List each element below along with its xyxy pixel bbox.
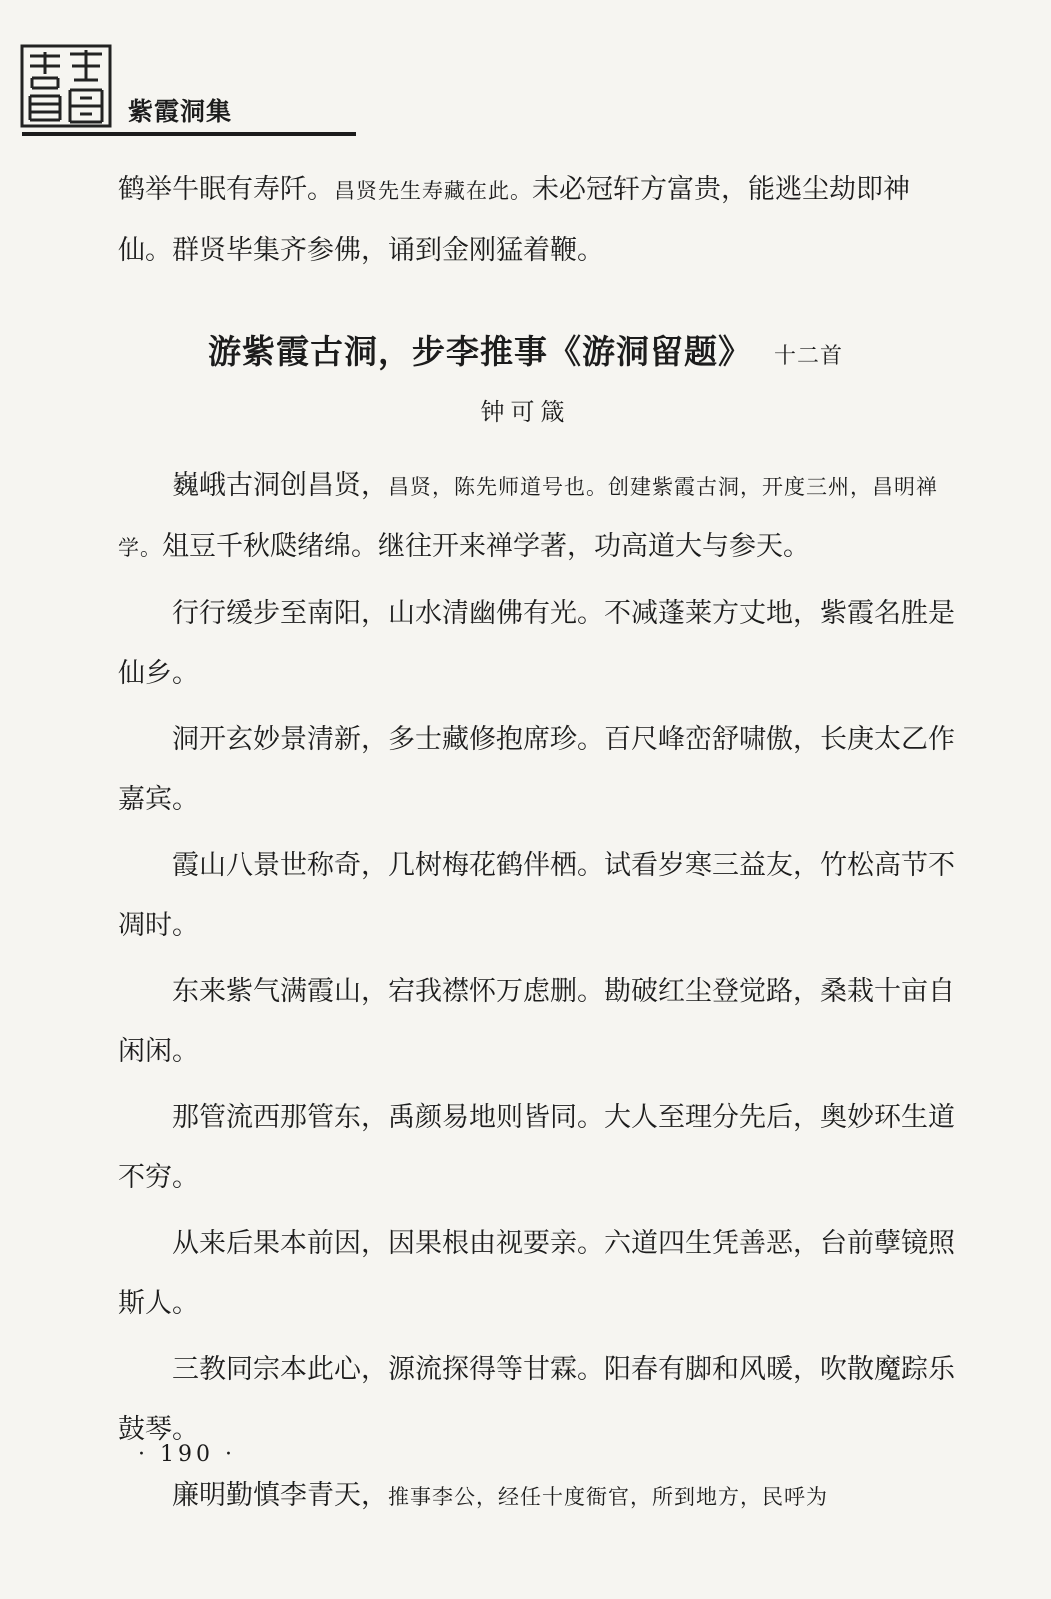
verse-text: 东来紫气满霞山，宕我襟怀万虑删。勘破红尘登觉路，桑栽十亩自闲闲。 (118, 976, 955, 1067)
poem-author: 钟可箴 (480, 398, 571, 426)
verse-text: 巍峨古洞创昌贤， (172, 470, 388, 501)
poem-count: 十二首 (773, 344, 843, 369)
verse-text: 鹤举牛眠有寿阡。 (118, 174, 334, 205)
stanza (118, 456, 958, 578)
stanza (118, 1466, 958, 1527)
stanza (118, 584, 958, 704)
stanza (118, 962, 958, 1082)
stanza (118, 1340, 958, 1460)
stanza (118, 836, 958, 956)
verse-text: 廉明勤慎李青天， (172, 1480, 388, 1511)
stanza (118, 1214, 958, 1334)
verse-text: 从来后果本前因，因果根由视要亲。六道四生凭善恶，台前孽镜照斯人。 (118, 1228, 955, 1319)
header-rule (22, 132, 356, 136)
verse-text: 俎豆千秋瓞绪绵。继往开来禅学著，功高道大与参天。 (162, 531, 810, 562)
seal-stamp-icon (20, 44, 112, 128)
poem-title-text: 游紫霞古洞，步李推事《游洞留题》 (207, 332, 752, 371)
annotation-note: 昌贤先生寿藏在此。 (334, 179, 532, 203)
verse-text: 三教同宗本此心，源流探得等甘霖。阳春有脚和风暖，吹散魔踪乐鼓琴。 (118, 1354, 955, 1445)
poem-title (0, 326, 1051, 373)
stanza (118, 1088, 958, 1208)
verse-text: 未必冠轩方富贵，能逃尘劫即神仙。群贤毕集齐参佛，诵到金刚猛着鞭。 (118, 174, 910, 266)
continuation-text (118, 160, 958, 281)
verse-text: 行行缓步至南阳，山水清幽佛有光。不减蓬莱方丈地，紫霞名胜是仙乡。 (118, 598, 955, 689)
running-title: 紫霞洞集 (128, 97, 233, 126)
page-number: · 190 · (138, 1442, 236, 1467)
stanza (118, 710, 958, 830)
verse-text: 霞山八景世称奇，几树梅花鹤伴栖。试看岁寒三益友，竹松高节不凋时。 (118, 850, 955, 941)
stanza-list (118, 456, 958, 1533)
verse-text: 那管流西那管东，禹颜易地则皆同。大人至理分先后，奥妙环生道不穷。 (118, 1102, 955, 1193)
annotation-note: 昌贤，陈先师道号也。创建紫霞古洞，开度三州，昌明禅学。 (118, 475, 938, 560)
annotation-note: 推事李公，经任十度衙官，所到地方，民呼为 (388, 1485, 828, 1509)
verse-text: 洞开玄妙景清新，多士藏修抱席珍。百尺峰峦舒啸傲，长庚太乙作嘉宾。 (118, 724, 955, 815)
